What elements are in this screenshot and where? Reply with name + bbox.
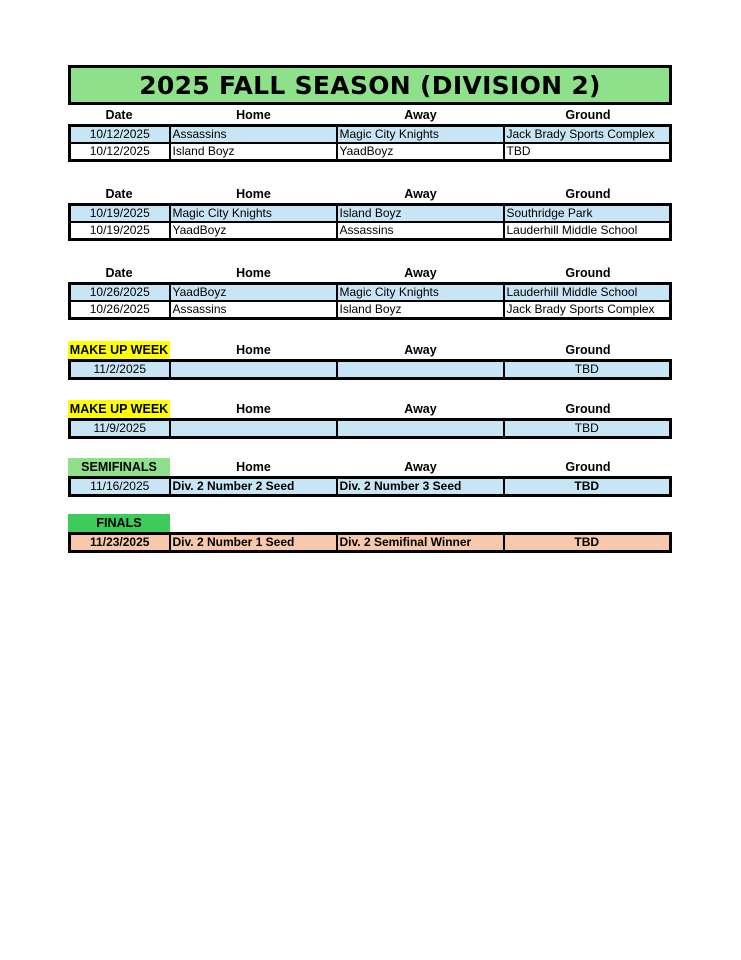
cell-date: 10/19/2025 xyxy=(70,222,170,240)
header-home: Home xyxy=(236,266,271,280)
header-away: Away xyxy=(404,266,437,280)
cell-away: Magic City Knights xyxy=(337,126,504,144)
cell-away: Assassins xyxy=(337,222,504,240)
header-ground: Ground xyxy=(565,402,611,416)
cell-date: 11/16/2025 xyxy=(70,478,170,496)
schedule-table xyxy=(68,282,672,320)
finals-block xyxy=(68,514,672,553)
table-row xyxy=(70,205,671,223)
header-ground: Ground xyxy=(565,460,611,474)
cell-home: Assassins xyxy=(170,301,337,319)
column-header-row xyxy=(68,458,672,476)
finals-header-row xyxy=(68,514,672,532)
header-date: Date xyxy=(105,187,133,201)
week-2-block xyxy=(68,185,672,241)
header-away: Away xyxy=(404,187,437,201)
cell-away: Island Boyz xyxy=(337,205,504,223)
cell-ground: TBD xyxy=(504,143,671,161)
column-header-row xyxy=(68,264,672,282)
cell-date: 11/2/2025 xyxy=(70,361,170,379)
cell-date: 11/9/2025 xyxy=(70,420,170,438)
table-row xyxy=(70,284,671,302)
header-ground: Ground xyxy=(565,108,611,122)
cell-ground: TBD xyxy=(504,420,671,438)
schedule-table xyxy=(68,124,672,162)
week-3-block xyxy=(68,264,672,320)
header-ground: Ground xyxy=(565,187,611,201)
table-row xyxy=(70,361,671,379)
cell-away: Island Boyz xyxy=(337,301,504,319)
cell-date: 10/12/2025 xyxy=(70,143,170,161)
cell-ground: Jack Brady Sports Complex xyxy=(504,301,671,319)
header-away: Away xyxy=(404,108,437,122)
column-header-row xyxy=(68,400,672,418)
cell-date: 10/12/2025 xyxy=(70,126,170,144)
header-away: Away xyxy=(404,460,437,474)
header-home: Home xyxy=(236,187,271,201)
table-row xyxy=(70,126,671,144)
header-ground: Ground xyxy=(565,343,611,357)
table-row xyxy=(70,420,671,438)
cell-date: 10/19/2025 xyxy=(70,205,170,223)
header-away: Away xyxy=(404,343,437,357)
cell-away: Div. 2 Semifinal Winner xyxy=(337,534,504,552)
schedule-table xyxy=(68,203,672,241)
header-date: Date xyxy=(105,108,133,122)
cell-ground: TBD xyxy=(504,534,671,552)
cell-ground: Southridge Park xyxy=(504,205,671,223)
header-home: Home xyxy=(236,108,271,122)
header-home: Home xyxy=(236,402,271,416)
makeup-week-1-block xyxy=(68,341,672,380)
header-home: Home xyxy=(236,343,271,357)
cell-home: Assassins xyxy=(170,126,337,144)
column-header-row xyxy=(68,106,672,124)
table-row xyxy=(70,143,671,161)
cell-ground: Lauderhill Middle School xyxy=(504,222,671,240)
table-row xyxy=(70,534,671,552)
makeup-week-tag: MAKE UP WEEK xyxy=(69,343,169,357)
makeup-week-2-block xyxy=(68,400,672,439)
makeup-week-tag: MAKE UP WEEK xyxy=(69,402,169,416)
cell-away: YaadBoyz xyxy=(337,143,504,161)
cell-away: Magic City Knights xyxy=(337,284,504,302)
schedule-table xyxy=(68,532,672,553)
schedule-table xyxy=(68,418,672,439)
cell-home xyxy=(170,420,337,438)
cell-home: Div. 2 Number 2 Seed xyxy=(170,478,337,496)
semifinals-tag: SEMIFINALS xyxy=(68,458,170,476)
page-title: 2025 FALL SEASON (DIVISION 2) xyxy=(68,65,672,105)
header-home: Home xyxy=(236,460,271,474)
table-row xyxy=(70,301,671,319)
header-away: Away xyxy=(404,402,437,416)
cell-away xyxy=(337,361,504,379)
cell-ground: Jack Brady Sports Complex xyxy=(504,126,671,144)
cell-home: YaadBoyz xyxy=(170,222,337,240)
week-1-block xyxy=(68,106,672,162)
semifinals-block xyxy=(68,458,672,497)
table-row xyxy=(70,478,671,496)
finals-tag: FINALS xyxy=(68,514,170,532)
cell-home xyxy=(170,361,337,379)
cell-home: Island Boyz xyxy=(170,143,337,161)
cell-home: YaadBoyz xyxy=(170,284,337,302)
schedule-table xyxy=(68,359,672,380)
cell-date: 11/23/2025 xyxy=(70,534,170,552)
cell-ground: TBD xyxy=(504,478,671,496)
column-header-row xyxy=(68,185,672,203)
cell-ground: Lauderhill Middle School xyxy=(504,284,671,302)
cell-date: 10/26/2025 xyxy=(70,301,170,319)
cell-away: Div. 2 Number 3 Seed xyxy=(337,478,504,496)
header-ground: Ground xyxy=(565,266,611,280)
table-row xyxy=(70,222,671,240)
cell-ground: TBD xyxy=(504,361,671,379)
cell-home: Magic City Knights xyxy=(170,205,337,223)
cell-home: Div. 2 Number 1 Seed xyxy=(170,534,337,552)
cell-date: 10/26/2025 xyxy=(70,284,170,302)
header-date: Date xyxy=(105,266,133,280)
cell-away xyxy=(337,420,504,438)
column-header-row xyxy=(68,341,672,359)
schedule-table xyxy=(68,476,672,497)
